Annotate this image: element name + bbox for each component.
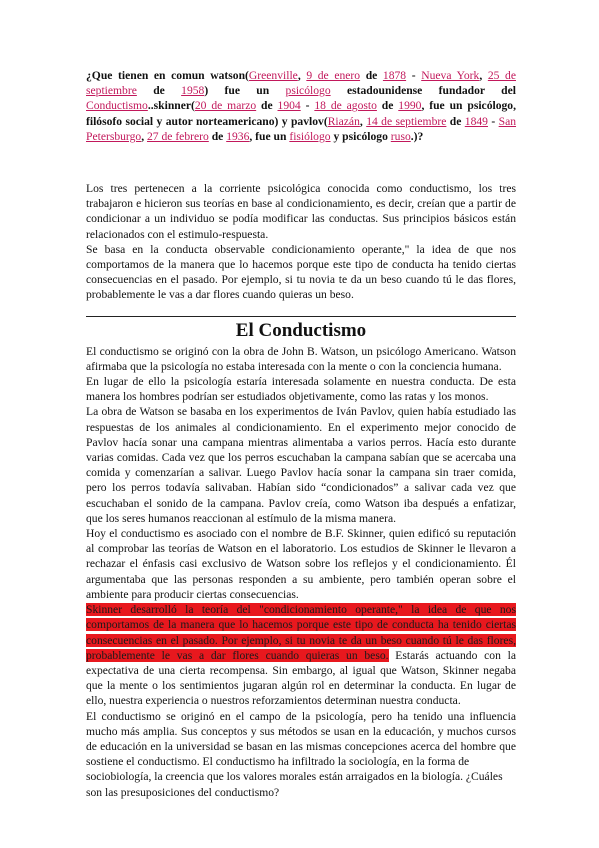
link-1990[interactable]: 1990 (398, 99, 422, 113)
question-text: y psicólogo (330, 129, 391, 143)
section-title: El Conductismo (235, 319, 367, 341)
question-text: , (479, 69, 488, 82)
link-nueva-york[interactable]: Nueva York (421, 69, 480, 82)
article-body (86, 344, 516, 800)
intro-paragraph-1: Los tres pertenecen a la corriente psicológica conocida como conductismo, los tres trabajaron e hicieron sus teorías en base al condicionamiento, es decir, creían que a partir de condicionar a un individuo se podía modificar las conductas. Sus principios básicos están relacionados con el estimulo-respuesta. (86, 182, 516, 241)
question-text: , (141, 129, 147, 143)
link-1936[interactable]: 1936 (226, 129, 250, 143)
link-18-de-agosto[interactable]: 18 de agosto (314, 99, 377, 113)
link-1878[interactable]: 1878 (382, 69, 407, 82)
question-text: - (300, 99, 315, 113)
document-content (86, 68, 516, 800)
body-paragraph-1: El conductismo se originó con la obra de John B. Watson, un psicólogo Americano. Watson afirmaba que la psicología no estaba interesada con la mente o con la conciencia humana. (86, 344, 516, 373)
question-text: estadounidense fundador del (330, 84, 516, 98)
link-9-de-enero[interactable]: 9 de enero (306, 69, 361, 82)
link-fisiologo[interactable]: fisiólogo (289, 129, 331, 143)
link-1904[interactable]: 1904 (277, 99, 301, 113)
question-text: ..skinner( (147, 99, 195, 113)
question-text: , fue un (249, 129, 290, 143)
question-paragraph (86, 68, 516, 144)
body-paragraph-4: Hoy el conductismo es asociado con el nombre de B.F. Skinner, quien edificó su reputación al comprobar las teorías de Watson en el laboratorio. Los estudios de Skinner le llevaron a rechazar el énfasis casi exclusivo de Watson sobre los reflejos y el condicionamiento. Él argumentaba que las personas responden a su ambiente, pero también operan sobre el ambiente para producir ciertas consecuencias. (86, 527, 516, 601)
link-1958[interactable]: 1958 (181, 84, 205, 98)
question-text: , (297, 69, 307, 82)
link-conductismo[interactable]: Conductismo (86, 99, 148, 113)
link-psicologo[interactable]: psicólogo (285, 84, 331, 98)
question-text: .)? (410, 129, 424, 143)
link-1849[interactable]: 1849 (464, 114, 488, 128)
body-paragraph-3: La obra de Watson se basaba en los experimentos de Iván Pavlov, quien había estudiado las respuestas de los animales al condicionamiento. En el experimento mejor conocido de Pavlov hacía sonar una campana mientras alimentaba a varios perros. Hacía esto durante varias comidas. Cada vez que los perros escuchaban la campana sabían que se acercaba una comida y comenzarían a salivar. Luego Pavlov hacía sonar la campana sin traer comida, pero los perros todavía salivaban. Habían sido “condicionados” a salivar cada vez que escuchaban el sonido de la campana. Pavlov creía, como Watson iba después a enfatizar, que los seres humanos reaccionan al estímulo de la misma manera. (86, 405, 516, 525)
body-text: Estarás actuando con la expectativa de una cierta recompensa. Sin embargo, al igual que Watson, Skinner negaba que la mente o los sentimientos jugaran algún rol en determinar la conducta. En lugar de ello, nuestra experiencia o nuestros reforzamientos determinan nuestra conducta. (86, 648, 516, 708)
question-text: de (446, 114, 465, 128)
question-text: de (360, 69, 383, 82)
body-paragraph-6: El conductismo se originó en el campo de la psicología, pero ha tenido una influencia mucho más amplia. Sus conceptos y sus métodos se usan en la educación, y muchos cursos de educación en la universidad se basan en las mismas concepciones acerca del hombre que sostiene el conductismo. El conductismo ha infiltrado la sociología, en la forma de (86, 709, 516, 769)
question-text: de (208, 129, 227, 143)
body-paragraph-7: sociobiología, la creencia que los valores morales están arraigados en la biología. ¿Cuáles son las presuposiciones del conductismo? (86, 770, 503, 799)
question-text: de (136, 84, 182, 98)
link-greenville[interactable]: Greenville (248, 69, 298, 82)
link-14-de-septiembre[interactable]: 14 de septiembre (366, 114, 447, 128)
question-text: ¿Que tienen en comun watson( (86, 69, 249, 82)
intro-section (86, 181, 516, 303)
body-paragraph-2: En lugar de ello la psicología estaría interesada solamente en nuestra conducta. De esta manera los hombres podrían ser estudiados objetivamente, como las ratas y los monos. (86, 375, 516, 404)
link-20-de-marzo[interactable]: 20 de marzo (194, 99, 257, 113)
question-text: , fue un psicólogo, filósofo social y autor norteamericano) y pavlov( (86, 99, 516, 128)
body-paragraph-5 (86, 602, 516, 708)
link-riazan[interactable]: Riazán (327, 114, 360, 128)
question-text: - (406, 69, 422, 82)
link-27-de-febrero[interactable]: 27 de febrero (146, 129, 209, 143)
link-ruso[interactable]: ruso (390, 129, 411, 143)
section-divider (86, 316, 516, 317)
link-san-petersburgo[interactable]: San Petersburgo (86, 114, 517, 143)
highlighted-text: Skinner desarrolló la teoría del "condicionamiento operante," la idea de que nos comportamos de la manera que lo hacemos porque este tipo de conducta ha tenido ciertas consecuencias en el pasado. Por ejemplo, si tu novia te da un beso cuando tú le das flores, probablemente le vas a dar flores cuando quieras un beso. (86, 603, 516, 662)
link-25-de-septiembre[interactable]: 25 de septiembre (86, 69, 516, 98)
question-text: - (487, 114, 499, 128)
question-text: de (256, 99, 278, 113)
question-text: , (359, 114, 367, 128)
intro-paragraph-2: Se basa en la conducta observable condicionamiento operante," la idea de que nos comportamos de la manera que lo hacemos porque este tipo de conducta ha tenido ciertas consecuencias en el pasado. Por ejemplo, si tu novia te da un beso cuando tú le das flores, probablemente le vas a dar flores cuando quieras un beso. (86, 242, 516, 302)
question-text: ) fue un (204, 84, 286, 98)
question-text: de (376, 99, 399, 113)
